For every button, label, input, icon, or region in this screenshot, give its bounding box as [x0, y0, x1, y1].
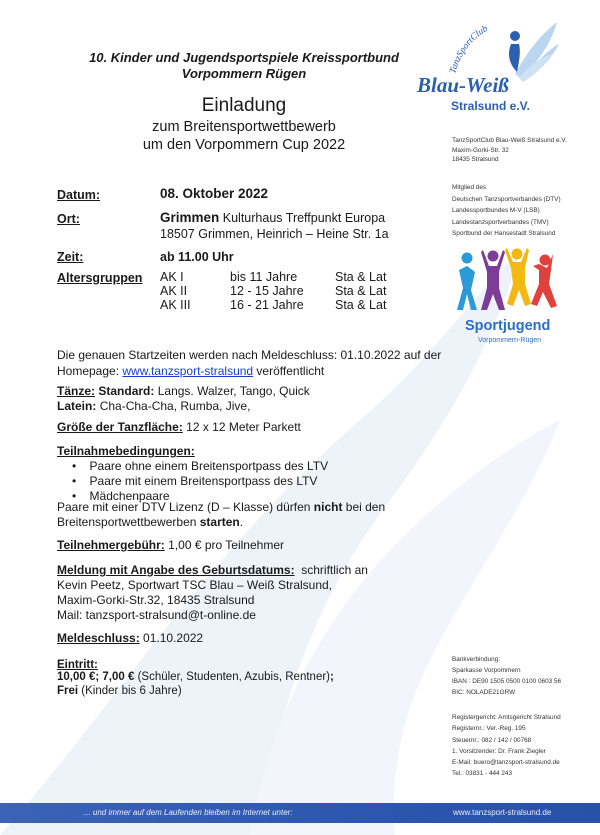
title-einladung: Einladung [201, 95, 287, 116]
zeit-label: Zeit: [57, 250, 84, 264]
eintritt-line: 10,00 €; 7,00 € (Schüler, Studenten, Azubis, Rentner); [57, 671, 334, 683]
footer-bar [0, 803, 600, 823]
footer-url[interactable]: www.tanzsport-stralsund.de [453, 808, 552, 817]
footer-slogan: ... und immer auf dem Laufenden bleiben im Internet unter: [84, 808, 293, 817]
logo-arc-text: TanzSportClub [448, 24, 490, 75]
register-info: Registergericht: Amtsgericht Stralsund Registernr.: Ver.-Reg. 195 Steuernr.: 082 / 142 / 00768 1. Vorsitzender: Dr. Frank Ziegler E-Mail: buero@tanzsport-stralsund.de Tel.: 03831 - 444 243 [452, 714, 561, 778]
ort-line [160, 210, 385, 225]
age-group-style: Sta & Lat [335, 270, 387, 284]
age-group-row: AK II [160, 284, 188, 298]
eintritt-label: Eintritt: [57, 659, 98, 671]
memberships: Mitglied des Deutschen Tanzsportverbandes (DTV) Landessportbundes M-V (LSB) Landestanzsportverbandes (TMV) Sportbund der Hansestadt Stralsund [452, 184, 561, 237]
bullet-item: • Paare ohne einem Breitensportpass des LTV [72, 459, 329, 473]
sportjugend-region: Vorpommern-Rügen [478, 337, 542, 344]
tanzflaeche-line: Größe der Tanzfläche: 12 x 12 Meter Parkett [57, 420, 301, 434]
gebuehr-line: Teilnehmergebühr: 1,00 € pro Teilnehmer [57, 538, 284, 552]
sportjugend-figures-icon [455, 244, 565, 316]
ort-place: Grimmen [160, 210, 220, 225]
club-address: TanzSportClub Blau-Weiß Stralsund e.V. Maxim-Gorki-Str. 32 18435 Stralsund [452, 137, 567, 163]
logo-name: Blau-Weiß [417, 73, 509, 97]
ort-address: 18507 Grimmen, Heinrich – Heine Str. 1a [160, 227, 389, 241]
header-line-1: 10. Kinder und Jugendsportspiele Kreissportbund [89, 50, 399, 65]
datum-value: 08. Oktober 2022 [160, 186, 269, 201]
meldung-address-1: Kevin Peetz, Sportwart TSC Blau – Weiß Stralsund, [57, 578, 333, 592]
logo-city: Stralsund e.V. [451, 99, 530, 113]
zeit-value: ab 11.00 Uhr [160, 250, 234, 264]
sportjugend-name: Sportjugend [465, 318, 551, 334]
altersgruppen-label: Altersgruppen [57, 271, 143, 285]
title-sub-2: um den Vorpommern Cup 2022 [142, 137, 346, 153]
datum-label: Datum: [57, 188, 101, 202]
start-info-line-2: Homepage: www.tanzsport-stralsund veröffentlicht [57, 364, 325, 378]
bullet-item: • Mädchenpaare [72, 489, 170, 503]
ort-label: Ort: [57, 212, 80, 226]
meldung-mail: Mail: tanzsport-stralsund@t-online.de [57, 608, 256, 622]
bank-info: Bankverbindung: Sparkasse Vorpommern IBAN : DE90 1505 0500 0100 0603 56 BIC: NOLADE21GRW [452, 656, 562, 696]
meldung-address-2: Maxim-Gorki-Str.32, 18435 Stralsund [57, 593, 255, 607]
age-group-ages: bis 11 Jahre [230, 270, 298, 284]
age-group-row: AK I [160, 270, 184, 284]
meldung-line: Meldung mit Angabe des Geburtsdatums: schriftlich an [57, 563, 368, 577]
start-info-line-1: Die genauen Startzeiten werden nach Meldeschluss: 01.10.2022 auf der [57, 348, 442, 362]
lizenz-line-2: Breitensportwettbewerben starten. [57, 515, 244, 529]
header-line-2: Vorpommern Rügen [181, 66, 307, 81]
age-group-ages: 16 - 21 Jahre [230, 298, 304, 312]
meldeschluss-line: Meldeschluss: 01.10.2022 [57, 631, 204, 645]
bullet-item: • Paare mit einem Breitensportpass des LTV [72, 474, 318, 488]
frei-line: Frei (Kinder bis 6 Jahre) [57, 685, 182, 697]
club-logo [415, 12, 565, 117]
ort-venue: Kulturhaus Treffpunkt Europa [222, 211, 386, 225]
homepage-link[interactable]: www.tanzsport-stralsund [122, 364, 254, 378]
teilnahme-label: Teilnahmebedingungen: [57, 444, 195, 458]
taenze-line: Tänze: Standard: Langs. Walzer, Tango, Quick [57, 384, 310, 398]
age-group-row: AK III [160, 298, 191, 312]
dancer-icon [510, 31, 520, 41]
lizenz-line-1: Paare mit einer DTV Lizenz (D – Klasse) dürfen nicht bei den [57, 500, 386, 514]
title-sub-1: zum Breitensportwettbewerb [152, 119, 336, 135]
latein-line: Latein: Cha-Cha-Cha, Rumba, Jive, [57, 399, 251, 413]
svg-text:TanzSportClub [448, 24, 490, 75]
age-group-style: Sta & Lat [335, 284, 387, 298]
age-group-style: Sta & Lat [335, 298, 387, 312]
age-group-ages: 12 - 15 Jahre [230, 284, 304, 298]
